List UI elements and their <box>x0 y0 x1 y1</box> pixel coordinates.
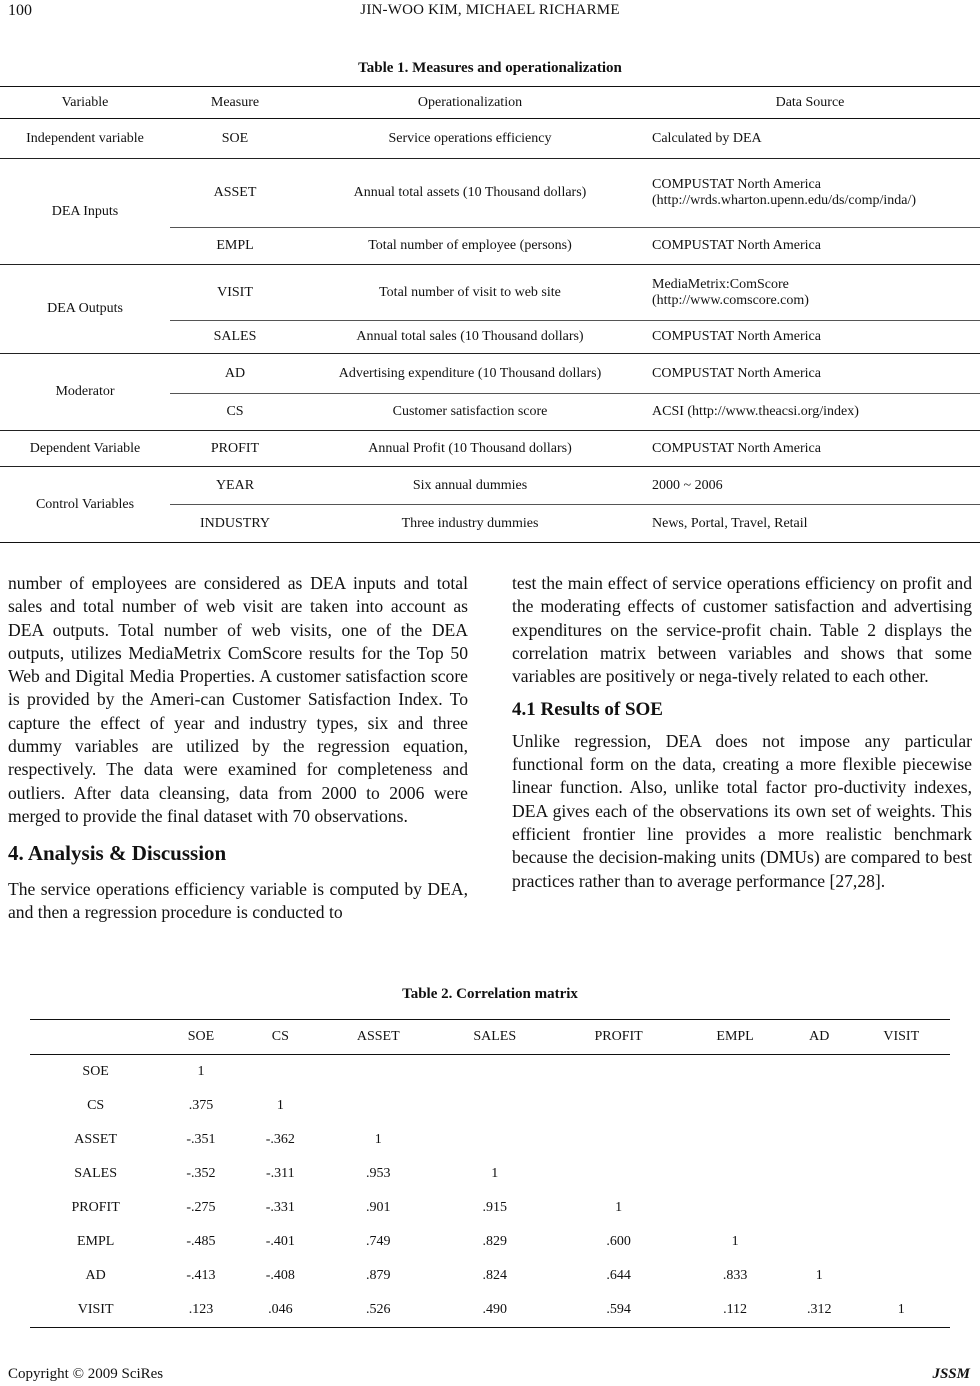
correlation-cell <box>786 1123 853 1157</box>
page-number: 100 <box>8 2 32 19</box>
table-row <box>30 1293 950 1328</box>
correlation-cell: .901 <box>366 1200 391 1215</box>
journal-name: JSSM <box>932 1366 970 1382</box>
column-header: PROFIT <box>553 1020 684 1055</box>
operationalization-cell: Three industry dummies <box>300 505 640 543</box>
correlation-cell <box>241 1055 320 1090</box>
correlation-cell: .526 <box>320 1293 436 1328</box>
row-label: VISIT <box>30 1293 161 1328</box>
variable-cell: DEA Outputs <box>0 265 170 354</box>
source-cell: News, Portal, Travel, Retail <box>640 505 980 543</box>
correlation-cell <box>437 1089 553 1123</box>
correlation-cell <box>684 1191 786 1225</box>
column-header: EMPL <box>684 1020 786 1055</box>
correlation-cell: -.362 <box>265 1132 295 1147</box>
measure-cell: SALES <box>170 321 300 354</box>
correlation-cell <box>320 1055 436 1090</box>
correlation-cell <box>553 1089 684 1123</box>
table-row <box>30 1123 950 1157</box>
row-label: PROFIT <box>71 1200 120 1215</box>
correlation-cell: 1 <box>491 1166 499 1181</box>
correlation-cell: -.408 <box>265 1268 295 1283</box>
correlation-cell <box>684 1055 786 1090</box>
table-row <box>30 1225 950 1259</box>
operationalization-cell: Service operations efficiency <box>388 130 552 146</box>
table-row <box>0 159 980 228</box>
table-row <box>0 467 980 505</box>
correlation-cell <box>553 1157 684 1191</box>
column-header: SALES <box>437 1020 553 1055</box>
correlation-cell: 1 <box>815 1268 823 1283</box>
correlation-cell: 1 <box>615 1200 623 1215</box>
column-header: AD <box>786 1020 853 1055</box>
source-cell: COMPUSTAT North America <box>640 354 980 394</box>
variable-cell: Moderator <box>0 354 170 431</box>
measures-table <box>0 86 980 543</box>
paragraph: test the main effect of service operations efficiency on profit and the moderating effects of customer satisfaction and advertising expenditures on the service-profit chain. Table 2 displays the correlation matrix between variables and shows that some variables are positively or nega-tively related to each other. <box>512 573 972 687</box>
correlation-cell <box>437 1123 553 1157</box>
column-header: ASSET <box>320 1020 436 1055</box>
source-cell: COMPUSTAT North America <box>640 228 980 265</box>
correlation-cell: 1 <box>276 1098 284 1113</box>
correlation-cell: 1 <box>197 1064 205 1079</box>
table-row <box>0 265 980 321</box>
operationalization-cell: Annual total sales (10 Thousand dollars) <box>300 321 640 354</box>
source-cell: 2000 ~ 2006 <box>640 467 980 505</box>
correlation-cell <box>853 1089 950 1123</box>
source-cell: Calculated by DEA <box>652 130 762 146</box>
correlation-cell <box>786 1089 853 1123</box>
correlation-cell: .953 <box>366 1166 391 1181</box>
measure-cell: ASSET <box>170 159 300 228</box>
column-header: Data Source <box>640 87 980 119</box>
measure-cell: AD <box>170 354 300 394</box>
correlation-cell: 1 <box>731 1234 739 1249</box>
correlation-cell <box>684 1157 786 1191</box>
row-label: SOE <box>82 1064 109 1079</box>
paragraph: Unlike regression, DEA does not impose any particular functional form on the data, creating a more flexible piecewise linear function. Also, unlike total factor pro-ductivity indexes, DEA gives each of the observations its own set of weights. This efficient frontier line provides a more realistic benchmark because the decision-making units (DMUs) are compared to best practices rather than to average performance [27,28]. <box>512 730 972 891</box>
source-name: COMPUSTAT North America <box>652 177 821 192</box>
correlation-cell <box>684 1089 786 1123</box>
correlation-cell <box>553 1055 684 1090</box>
correlation-cell: .046 <box>241 1293 320 1328</box>
correlation-cell <box>786 1225 853 1259</box>
measure-cell: VISIT <box>170 265 300 321</box>
correlation-cell: .749 <box>366 1234 391 1249</box>
table-row <box>30 1259 950 1293</box>
column-header: Variable <box>0 87 170 119</box>
correlation-cell <box>553 1123 684 1157</box>
measure-cell: EMPL <box>170 228 300 265</box>
paragraph: The service operations efficiency variable is computed by DEA, and then a regression procedure is conducted to <box>8 878 468 922</box>
correlation-cell: .644 <box>606 1268 631 1283</box>
correlation-cell: -.351 <box>186 1132 216 1147</box>
table-row <box>30 1157 950 1191</box>
section-heading: 4. Analysis & Discussion <box>8 841 227 866</box>
correlation-cell <box>853 1225 950 1259</box>
operationalization-cell: Six annual dummies <box>300 467 640 505</box>
row-label: CS <box>87 1098 105 1113</box>
correlation-cell: .600 <box>606 1234 631 1249</box>
operationalization-cell: Advertising expenditure (10 Thousand dollars) <box>300 354 640 394</box>
correlation-cell: .594 <box>553 1293 684 1328</box>
variable-cell: Dependent Variable <box>0 431 170 467</box>
source-url: (http://www.comscore.com) <box>652 292 809 308</box>
measure-cell: PROFIT <box>170 431 300 467</box>
correlation-cell: 1 <box>853 1293 950 1328</box>
correlation-cell <box>853 1259 950 1293</box>
table-row <box>30 1089 950 1123</box>
correlation-cell <box>786 1055 853 1090</box>
correlation-cell <box>853 1191 950 1225</box>
row-label: AD <box>85 1268 106 1283</box>
variable-cell: Control Variables <box>0 467 170 543</box>
table-row <box>30 1055 950 1090</box>
operationalization-cell: Customer satisfaction score <box>300 394 640 431</box>
correlation-cell: .879 <box>366 1268 391 1283</box>
correlation-cell <box>320 1089 436 1123</box>
source-cell <box>640 159 980 228</box>
table-row <box>0 354 980 394</box>
correlation-cell: -.401 <box>265 1234 295 1249</box>
column-header: VISIT <box>853 1020 950 1055</box>
column-header: SOE <box>161 1020 240 1055</box>
variable-cell: DEA Inputs <box>0 159 170 265</box>
paragraph: number of employees are considered as DEA inputs and total sales and total number of web visit are taken into account as DEA outputs. Total number of web visits, one of the DEA outputs, utilizes MediaMetrix ComScore results for the Top 50 Web and Digital Media Properties. A customer satisfaction score is provided by the Ameri-can Customer Satisfaction Index. To capture the effect of year and industry types, six and three dummy variables are utilized by the regression equation, respectively. The data were examined for completeness and outliers. After data cleansing, data from 2000 to 2006 were merged to provide the final dataset with 70 observations. <box>8 573 468 826</box>
source-cell: COMPUSTAT North America <box>640 321 980 354</box>
correlation-cell: .490 <box>437 1293 553 1328</box>
correlation-cell <box>853 1123 950 1157</box>
operationalization-cell: Total number of employee (persons) <box>300 228 640 265</box>
measure-cell: INDUSTRY <box>170 505 300 543</box>
correlation-cell <box>853 1055 950 1090</box>
correlation-cell: .112 <box>684 1293 786 1328</box>
correlation-cell <box>786 1157 853 1191</box>
correlation-cell: -.311 <box>266 1166 295 1181</box>
table-row <box>0 431 980 467</box>
source-cell: ACSI (http://www.theacsi.org/index) <box>640 394 980 431</box>
table2-caption: Table 2. Correlation matrix <box>402 986 578 1002</box>
row-label: ASSET <box>74 1132 118 1147</box>
right-column <box>512 572 972 893</box>
correlation-cell: .915 <box>482 1200 507 1215</box>
correlation-cell: .123 <box>161 1293 240 1328</box>
correlation-cell: .824 <box>482 1268 507 1283</box>
correlation-cell: .833 <box>722 1268 748 1283</box>
column-header: Operationalization <box>300 87 640 119</box>
running-header: JIN-WOO KIM, MICHAEL RICHARME <box>360 2 620 18</box>
measure-cell: SOE <box>221 130 249 146</box>
correlation-cell <box>786 1191 853 1225</box>
copyright: Copyright © 2009 SciRes <box>8 1366 164 1382</box>
correlation-cell <box>684 1123 786 1157</box>
table-row <box>30 1191 950 1225</box>
correlation-cell: -.413 <box>186 1268 216 1283</box>
column-header <box>30 1020 161 1055</box>
source-url: (http://wrds.wharton.upenn.edu/ds/comp/inda/) <box>652 193 917 208</box>
subsection-heading: 4.1 Results of SOE <box>512 699 663 721</box>
measure-cell: CS <box>170 394 300 431</box>
left-column <box>8 572 468 924</box>
correlation-cell: -.275 <box>186 1200 216 1215</box>
correlation-cell: .312 <box>786 1293 853 1328</box>
measure-cell: YEAR <box>170 467 300 505</box>
variable-cell: Independent variable <box>26 130 144 146</box>
source-name: MediaMetrix:ComScore <box>652 276 789 292</box>
source-cell <box>640 265 980 321</box>
table-row <box>0 119 980 159</box>
correlation-cell: -.331 <box>265 1200 295 1215</box>
row-label: EMPL <box>76 1234 115 1249</box>
source-cell: COMPUSTAT North America <box>640 431 980 467</box>
column-header: Measure <box>170 87 300 119</box>
correlation-cell: .375 <box>188 1098 214 1113</box>
table1-caption: Table 1. Measures and operationalization <box>358 60 622 76</box>
row-label: SALES <box>74 1166 118 1181</box>
correlation-cell <box>437 1055 553 1090</box>
column-header: CS <box>241 1020 320 1055</box>
correlation-cell <box>853 1157 950 1191</box>
operationalization-cell: Annual total assets (10 Thousand dollars) <box>300 159 640 228</box>
correlation-cell: -.485 <box>186 1234 216 1249</box>
correlation-cell: 1 <box>374 1132 382 1147</box>
correlation-matrix <box>30 1019 950 1328</box>
operationalization-cell: Total number of visit to web site <box>300 265 640 321</box>
operationalization-cell: Annual Profit (10 Thousand dollars) <box>300 431 640 467</box>
correlation-cell: -.352 <box>186 1166 216 1181</box>
correlation-cell: .829 <box>482 1234 507 1249</box>
